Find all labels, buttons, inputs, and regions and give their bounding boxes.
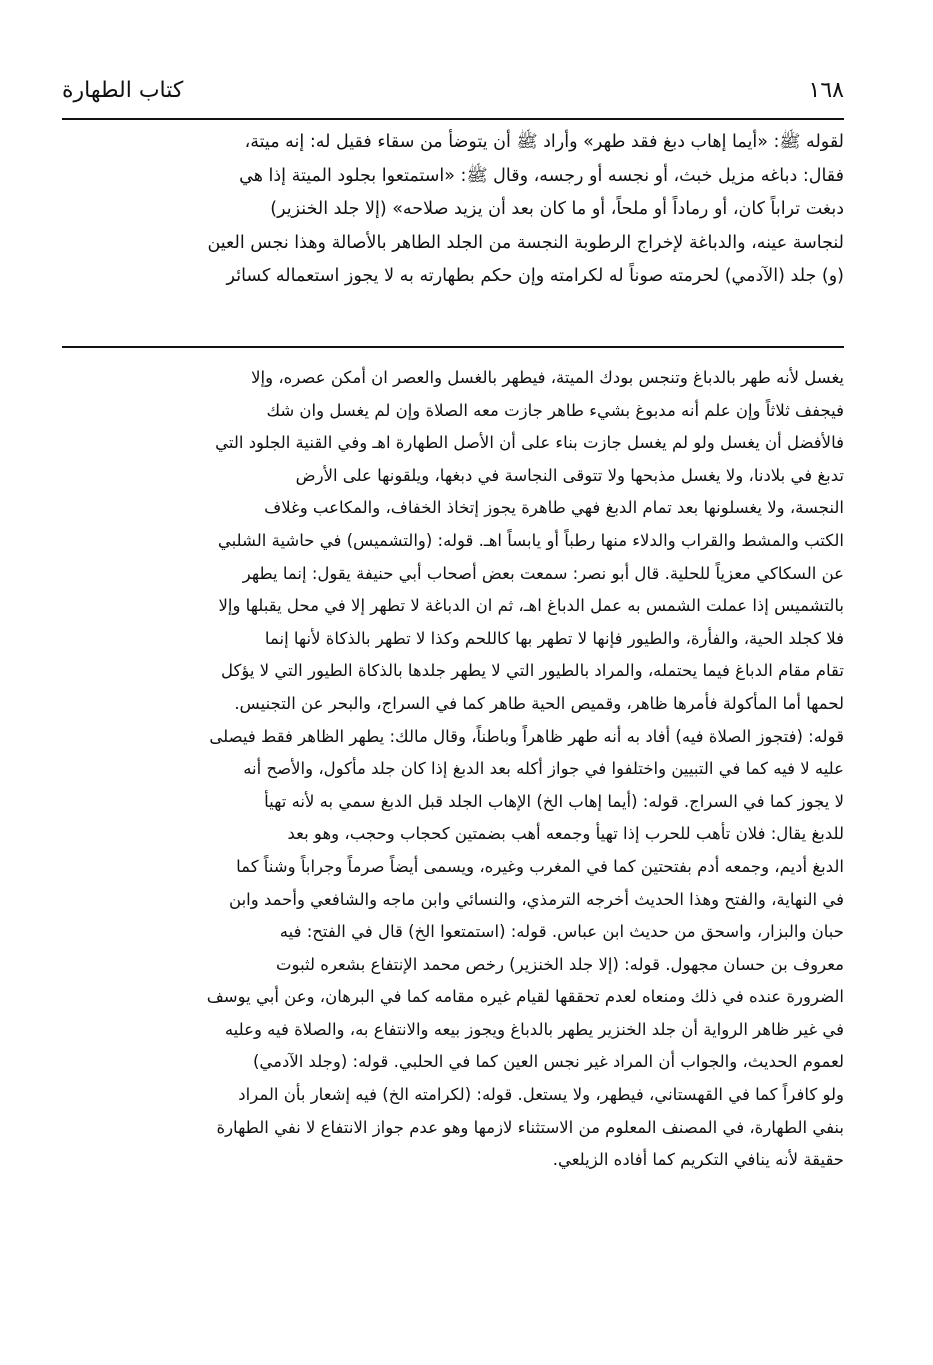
sharh-line: فلا كجلد الحية، والفأرة، والطيور فإنها لا تطهر بها كاللحم وكذا لا تطهر بالذكاة لأنها إنما <box>264 628 844 648</box>
sharh-line: فيجفف ثلاثاً وإن علم أنه مدبوغ بشيء طاهر جازت معه الصلاة وإن لم يغسل وان شك <box>266 400 844 420</box>
sharh-line: النجسة، ولا يغسلونها بعد تمام الدبغ فهي طاهرة يجوز إتخاذ الخفاف، والمكاعب وغلاف <box>264 498 844 518</box>
sharh-line: عن السكاكي معزياً للحلية. قال أبو نصر: سمعت بعض أصحاب أبي حنيفة يقول: إنما يطهر <box>242 563 844 583</box>
sharh-line: في غير ظاهر الرواية أن جلد الخنزير يطهر بالدباغ ويجوز بيعه والانتفاع به، والصلاة فيه وعليه <box>224 1019 844 1039</box>
matn-sharh-divider <box>62 346 844 348</box>
sharh-line: تقام مقام الدباغ فيما يحتمله، والمراد بالطيور التي لا يطهر جلدها بالذكاة الطيور التي لا يؤكل <box>221 661 844 681</box>
page-number: ١٦٨ <box>808 77 844 103</box>
matn-line: لقوله ﷺ: «أيما إهاب دبغ فقد طهر» وأراد ﷺ أن يتوضأ من سقاء فقيل له: إنه ميتة، <box>244 132 844 152</box>
sharh-line: ولو كافراً كما في القهستاني، فيطهر، ولا يستعل. قوله: (لكرامته الخ) فيه إشعار بأن المراد <box>238 1085 844 1105</box>
sharh-line: الكتب والمشط والقراب والدلاء منها رطباً أو يابساً اهـ. قوله: (والتشميس) في حاشية الشلبي <box>217 530 844 550</box>
matn-line: لنجاسة عينه، والدباغة لإخراج الرطوبة النجسة من الجلد الطاهر بالأصالة وهذا نجس العين <box>207 232 844 253</box>
sharh-line: يغسل لأنه طهر بالدباغ وتنجس بودك الميتة، فيطهر بالغسل والعصر ان أمكن عصره، وإلا <box>251 368 844 387</box>
sharh-line: معروف بن حسان مجهول. قوله: (إلا جلد الخنزير) رخص محمد الإنتفاع بشعره لثبوت <box>276 954 844 974</box>
sharh-line: تدبغ في بلادنا، ولا يغسل مذبحها ولا تتوقى النجاسة في دبغها، ويلقونها على الأرض <box>295 465 844 485</box>
sharh-line: بنفي الطهارة، في المصنف المعلوم من الاستثناء لازمها وهو عدم جواز الانتفاع لا نفي الطهارة <box>216 1117 844 1137</box>
sharh-line: حقيقة لأنه ينافي التكريم كما أفاده الزيلعي. <box>552 1150 844 1170</box>
book-title: كتاب الطهارة <box>62 77 184 103</box>
sharh-line: لعموم الحديث، والجواب أن المراد غير نجس العين كما في الحلبي. قوله: (وجلد الآدمي) <box>252 1052 844 1072</box>
sharh-line: بالتشميس إذا عملت الشمس به عمل الدباغ اهـ، ثم ان الدباغة لا تطهر إلا في محل يقبلها وإلا <box>218 596 844 616</box>
sharh-line: فالأفضل أن يغسل ولو لم يغسل جازت بناء على أن الأصل الطهارة اهـ وفي القنية الجلود التي <box>215 433 844 453</box>
sharh-line: حبان والبزار، واسحق من حديث ابن عباس. قوله: (استمتعوا الخ) قال في الفتح: فيه <box>279 922 844 942</box>
sharh-line: الضرورة عنده في ذلك ومنعاه لعدم تحققها لقيام غيره مقامه كما في البرهان، وعن أبي يوسف <box>206 987 844 1007</box>
matn-line: دبغت تراباً كان، أو رماداً أو ملحاً، أو ما كان بعد أن يزيد صلاحه» (إلا جلد الخنزير) <box>270 199 844 219</box>
sharh-line: لا يجوز كما في السراج. قوله: (أيما إهاب الخ) الإهاب الجلد قبل الدبغ سمي به لأنه تهيأ <box>264 791 844 811</box>
sharh-line: للدبغ يقال: فلان تأهب للحرب إذا تهيأ وجمعه أهب بضمتين كحجاب وحجب، وهو بعد <box>287 824 844 844</box>
sharh-line: قوله: (فتجوز الصلاة فيه) أفاد به أنه طهر ظاهراً وباطناً، وقال مالك: يطهر الظاهر فقط فيصلى <box>209 726 844 746</box>
matn-line: (و) جلد (الآدمي) لحرمته صوناً له لكرامته وإن حكم بطهارته به لا يجوز استعماله كسائر <box>226 266 844 286</box>
sharh-line: في النهاية، والفتح وهذا الحديث أخرجه الترمذي، والنسائي وابن ماجه والشافعي وأحمد وابن <box>229 889 844 909</box>
header-rule <box>62 118 844 120</box>
sharh-line: الدبغ أديم، وجمعه أدم بفتحتين كما في المغرب وغيره، ويسمى أيضاً صرماً وجراباً وشناً كما <box>236 856 844 876</box>
sharh-text <box>62 362 844 1177</box>
matn-text <box>62 126 844 294</box>
matn-line: فقال: دباغه مزيل خبث، أو نجسه أو رجسه، وقال ﷺ: «استمتعوا بجلود الميتة إذا هي <box>239 165 844 186</box>
sharh-line: عليه لا فيه كما في التبيين واختلفوا في جواز أكله بعد الدبغ إذا كان جلد مأكول، والأصح أنه <box>243 759 844 779</box>
sharh-line: لحمها أما المأكولة فأمرها ظاهر، وقميص الحية طاهر كما في السراج، والبحر عن التجنيس. <box>234 693 844 713</box>
page-header <box>62 70 844 110</box>
